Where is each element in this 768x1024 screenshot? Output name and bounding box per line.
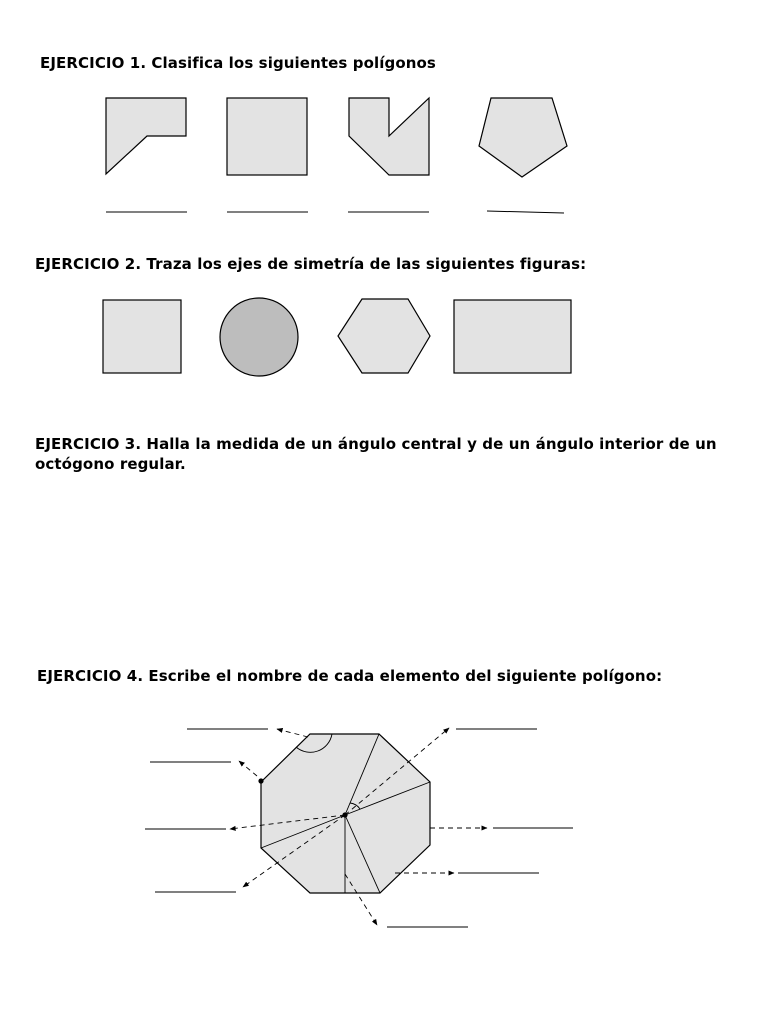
exercise-1-title: EJERCICIO 1. Clasifica los siguientes polígonos: [40, 54, 436, 72]
pointer-arrow-side: [277, 729, 308, 737]
irregular-polygon-shape: [106, 98, 186, 174]
answer-line-4[interactable]: [487, 211, 564, 213]
square-shape: [227, 98, 307, 175]
exercise-1-answer-lines[interactable]: [106, 211, 564, 213]
exercise-3-title: EJERCICIO 3. Halla la medida de un ángulo central y de un ángulo interior de un octógono regular.: [35, 435, 717, 473]
concave-polygon-shape: [349, 98, 429, 175]
hexagon-figure[interactable]: [338, 299, 430, 373]
pentagon-shape: [479, 98, 567, 177]
exercise-2-title: EJERCICIO 2. Traza los ejes de simetría de las siguientes figuras:: [35, 255, 587, 273]
vertex-point: [258, 778, 263, 783]
exercise-2-shapes[interactable]: [103, 298, 571, 376]
pointer-arrow-vertex: [239, 761, 257, 776]
rectangle-figure[interactable]: [454, 300, 571, 373]
square-figure[interactable]: [103, 300, 181, 373]
exercise-4-title: EJERCICIO 4. Escribe el nombre de cada elemento del siguiente polígono:: [37, 667, 663, 685]
exercise-1-shapes: [106, 98, 567, 177]
circle-figure[interactable]: [220, 298, 298, 376]
octagon-diagram: [230, 728, 487, 925]
